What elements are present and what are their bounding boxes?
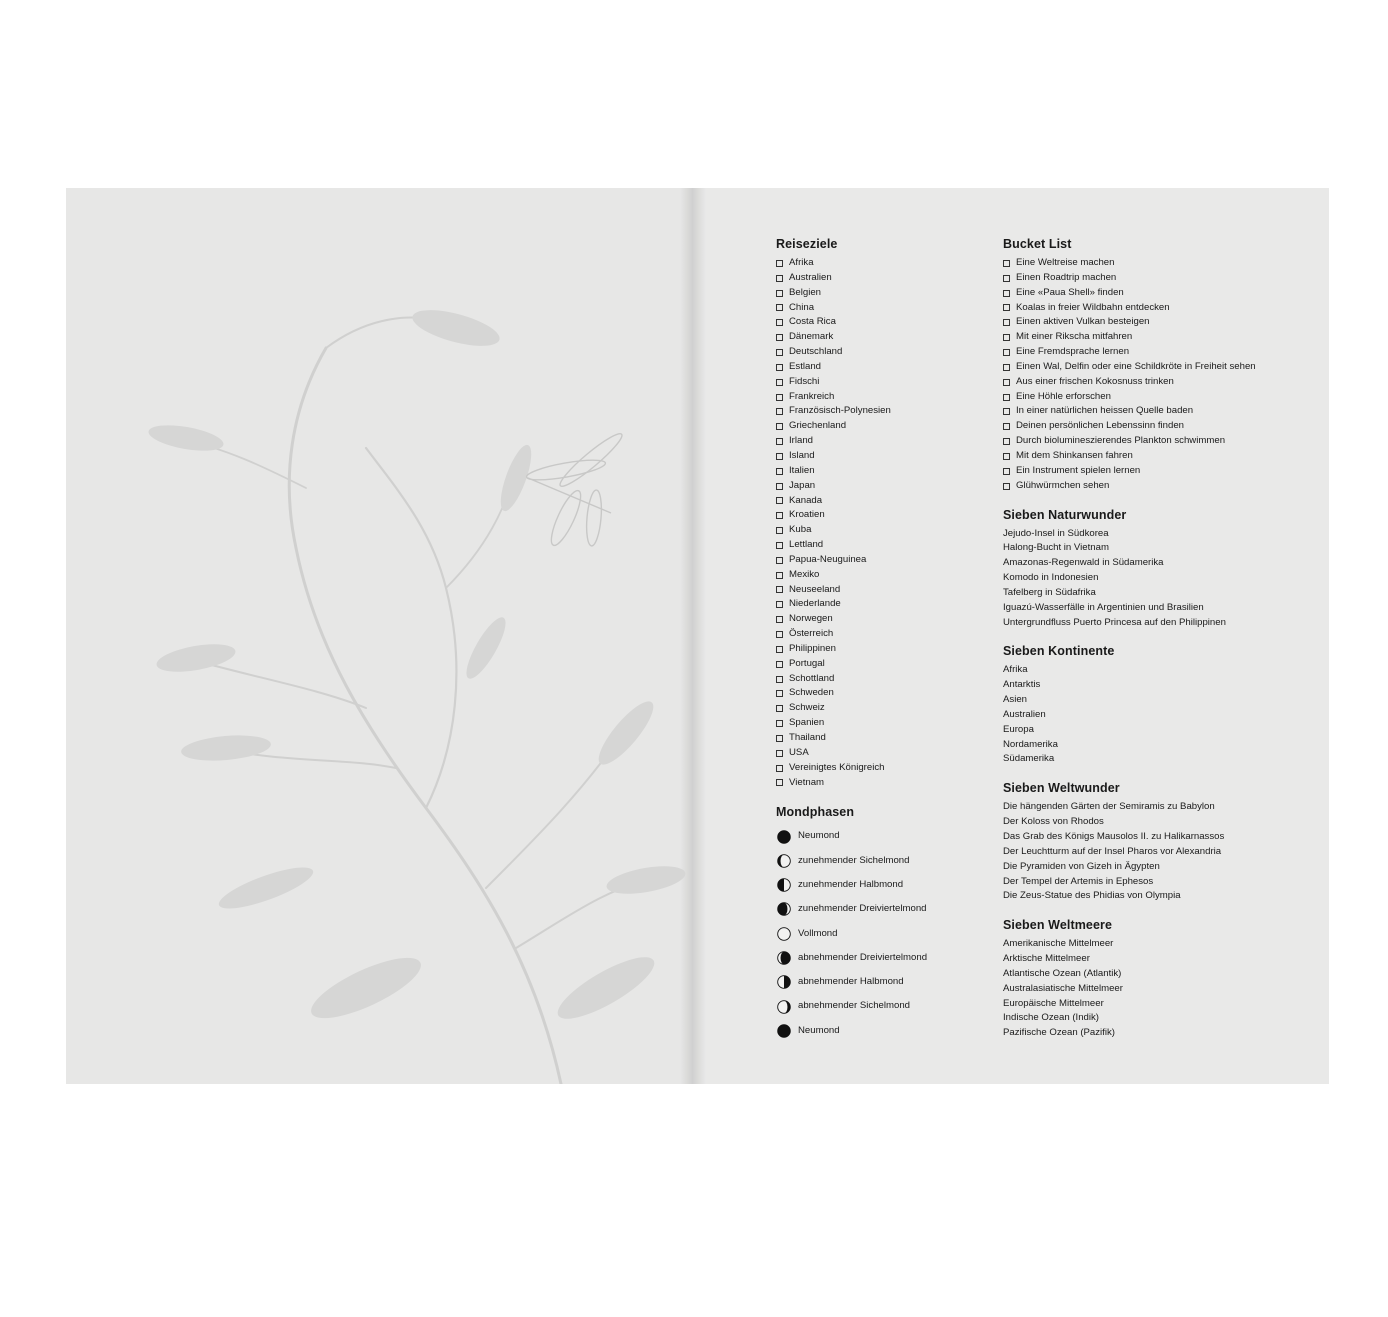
- bucket-list-item: [1003, 404, 1303, 419]
- weltmeere-section: [1003, 917, 1303, 1041]
- bucket-list-item: [1003, 271, 1303, 286]
- mondphase-label: Vollmond: [798, 927, 838, 939]
- reiseziel-item-label: Spanien: [789, 717, 825, 729]
- checkbox[interactable]: [776, 423, 783, 430]
- reiseziel-item: [776, 330, 991, 345]
- checkbox[interactable]: [776, 379, 783, 386]
- weltmeer-item: Indische Ozean (Indik): [1003, 1012, 1099, 1024]
- reiseziel-item-label: Australien: [789, 271, 832, 283]
- checkbox[interactable]: [1003, 423, 1010, 430]
- moon-first-quarter-icon: [777, 878, 791, 892]
- checkbox[interactable]: [776, 690, 783, 697]
- checkbox[interactable]: [1003, 408, 1010, 415]
- checkbox[interactable]: [776, 304, 783, 311]
- bucket-list-item: [1003, 315, 1303, 330]
- reiseziel-item: [776, 716, 991, 731]
- reiseziel-item: [776, 597, 991, 612]
- checkbox[interactable]: [776, 616, 783, 623]
- mondphase-label: zunehmender Dreiviertelmond: [798, 903, 927, 915]
- moon-new-icon: [777, 1024, 791, 1038]
- kontinente-section: [1003, 643, 1303, 767]
- mondphase-label: Neumond: [798, 830, 840, 842]
- naturwunder-item: Jejudo-Insel in Südkorea: [1003, 527, 1109, 539]
- reiseziel-item: [776, 479, 991, 494]
- naturwunder-heading: Sieben Naturwunder: [1003, 507, 1127, 522]
- botanical-illustration: [66, 188, 693, 1084]
- mondphase-item: [776, 922, 991, 946]
- reiseziel-item-label: Kuba: [789, 524, 812, 536]
- naturwunder-item: Halong-Bucht in Vietnam: [1003, 542, 1109, 554]
- bucket-list-item: [1003, 464, 1303, 479]
- reiseziel-item: [776, 627, 991, 642]
- reiseziel-item-label: Belgien: [789, 286, 822, 298]
- reiseziele-heading: Reiseziele: [776, 237, 838, 251]
- bucket-list-item: [1003, 360, 1303, 375]
- reiseziel-item-label: Lettland: [789, 539, 824, 551]
- reiseziel-item: [776, 672, 991, 687]
- mondphase-label: abnehmender Dreiviertelmond: [798, 951, 928, 963]
- checkbox[interactable]: [776, 586, 783, 593]
- naturwunder-section: [1003, 507, 1303, 631]
- weltwunder-heading: Sieben Weltwunder: [1003, 781, 1120, 796]
- weltwunder-item: Der Tempel der Artemis in Ephesos: [1003, 875, 1154, 887]
- reiseziel-item-label: Frankreich: [789, 390, 835, 402]
- mondphase-label: Neumond: [798, 1024, 840, 1036]
- reiseziel-item-label: Niederlande: [789, 598, 841, 610]
- bucket-list-item: [1003, 286, 1303, 301]
- reiseziel-item-label: Papua-Neuguinea: [789, 553, 867, 565]
- mondphase-item: [776, 824, 991, 848]
- checkbox[interactable]: [776, 765, 783, 772]
- bucket-list-item-label: Ein Instrument spielen lernen: [1016, 464, 1141, 476]
- bucket-list-item-label: Deinen persönlichen Lebenssinn finden: [1016, 420, 1185, 432]
- checkbox[interactable]: [1003, 483, 1010, 490]
- bucket-list-item-label: Koalas in freier Wildbahn entdecken: [1016, 301, 1170, 313]
- bucket-list-item: [1003, 345, 1303, 360]
- reiseziel-item-label: Neuseeland: [789, 583, 841, 595]
- bucket-list-item-label: Eine Höhle erforschen: [1016, 390, 1111, 402]
- checkbox[interactable]: [776, 735, 783, 742]
- checkbox[interactable]: [776, 290, 783, 297]
- reiseziel-item: [776, 776, 991, 791]
- reiseziele-section: [776, 236, 991, 790]
- kontinent-item: Südamerika: [1003, 753, 1055, 765]
- dragonfly-illustration: [525, 429, 626, 549]
- mondphasen-section: [776, 804, 991, 1043]
- reiseziel-item-label: Dänemark: [789, 331, 834, 343]
- reiseziel-item: [776, 390, 991, 405]
- kontinente-heading: Sieben Kontinente: [1003, 644, 1115, 659]
- checkbox[interactable]: [776, 408, 783, 415]
- checkbox[interactable]: [1003, 468, 1010, 475]
- moon-last-quarter-icon: [777, 975, 791, 989]
- reiseziel-item-label: Schweden: [789, 687, 834, 699]
- reiseziel-item: [776, 761, 991, 776]
- weltwunder-item: Die hängenden Gärten der Semiramis zu Babylon: [1003, 801, 1215, 813]
- checkbox[interactable]: [776, 676, 783, 683]
- checkbox[interactable]: [1003, 379, 1010, 386]
- bucket-list-item-label: Aus einer frischen Kokosnuss trinken: [1016, 375, 1174, 387]
- mondphase-item: [776, 994, 991, 1018]
- reiseziel-item-label: Österreich: [789, 628, 834, 640]
- reiseziel-item: [776, 746, 991, 761]
- weltwunder-section: [1003, 780, 1303, 904]
- reiseziel-item: [776, 404, 991, 419]
- naturwunder-item: Komodo in Indonesien: [1003, 572, 1099, 584]
- moon-waning-gibbous-icon: [777, 951, 791, 965]
- reiseziele-list: [776, 256, 991, 790]
- reiseziel-item-label: Costa Rica: [789, 316, 836, 328]
- bucket-list-item-label: Einen Wal, Delfin oder eine Schildkröte in Freiheit sehen: [1016, 360, 1256, 372]
- naturwunder-item: Tafelberg in Südafrika: [1003, 586, 1096, 598]
- checkbox[interactable]: [1003, 290, 1010, 297]
- reiseziel-item-label: Japan: [789, 479, 816, 491]
- reiseziel-item-label: Kanada: [789, 494, 823, 506]
- reiseziel-item-label: Kroatien: [789, 509, 825, 521]
- bucket-list-item: [1003, 301, 1303, 316]
- kontinent-item: Nordamerika: [1003, 738, 1058, 750]
- checkbox[interactable]: [776, 750, 783, 757]
- checkbox[interactable]: [1003, 260, 1010, 267]
- naturwunder-list: [1003, 527, 1303, 631]
- weltmeer-item: Amerikanische Mittelmeer: [1003, 938, 1114, 950]
- bucket-list-item-label: In einer natürlichen heissen Quelle baden: [1016, 405, 1194, 417]
- reiseziel-item: [776, 494, 991, 509]
- reiseziel-item-label: Irland: [789, 435, 813, 447]
- bucket-list-item-label: Mit einer Rikscha mitfahren: [1016, 331, 1133, 343]
- checkbox[interactable]: [776, 557, 783, 564]
- checkbox[interactable]: [776, 260, 783, 267]
- bucket-list-item: [1003, 479, 1303, 494]
- checkbox[interactable]: [776, 705, 783, 712]
- checkbox[interactable]: [776, 512, 783, 519]
- reiseziel-item-label: Afrika: [789, 257, 814, 268]
- checkbox[interactable]: [776, 319, 783, 326]
- checkbox[interactable]: [776, 453, 783, 460]
- reiseziel-item: [776, 301, 991, 316]
- reiseziel-item: [776, 657, 991, 672]
- reiseziel-item: [776, 345, 991, 360]
- reiseziel-item-label: China: [789, 301, 815, 313]
- reiseziel-item: [776, 538, 991, 553]
- reiseziel-item-label: Portugal: [789, 657, 825, 669]
- bucket-list-item: [1003, 449, 1303, 464]
- bucket-list-item-label: Eine Fremdsprache lernen: [1016, 346, 1130, 358]
- bucket-list-item-label: Mit dem Shinkansen fahren: [1016, 449, 1133, 461]
- reiseziel-item-label: Vietnam: [789, 776, 825, 788]
- reiseziel-item: [776, 568, 991, 583]
- kontinent-item: Asien: [1003, 694, 1027, 706]
- bucket-list-item-label: Einen aktiven Vulkan besteigen: [1016, 316, 1150, 328]
- checkbox[interactable]: [776, 349, 783, 356]
- weltwunder-item: Der Leuchtturm auf der Insel Pharos vor Alexandria: [1003, 845, 1222, 857]
- reiseziel-item: [776, 256, 991, 271]
- naturwunder-item: Amazonas-Regenwald in Südamerika: [1003, 557, 1164, 569]
- weltwunder-item: Das Grab des Königs Mausolos II. zu Halikarnassos: [1003, 831, 1225, 842]
- weltmeer-item: Pazifische Ozean (Pazifik): [1003, 1027, 1115, 1039]
- weltwunder-list: [1003, 800, 1303, 904]
- reiseziel-item-label: Französisch-Polynesien: [789, 405, 891, 417]
- weltmeer-item: Atlantische Ozean (Atlantik): [1003, 967, 1122, 979]
- reiseziel-item: [776, 464, 991, 479]
- mondphasen-list: [776, 824, 991, 1043]
- moon-full-icon: [777, 927, 791, 941]
- mondphase-label: abnehmender Halbmond: [798, 976, 904, 988]
- weltmeer-item: Australasiatische Mittelmeer: [1003, 982, 1123, 994]
- reiseziel-item-label: Mexiko: [789, 568, 820, 580]
- checkbox[interactable]: [776, 364, 783, 371]
- reiseziel-item: [776, 523, 991, 538]
- reiseziel-item: [776, 612, 991, 627]
- mondphase-item: [776, 897, 991, 921]
- reiseziel-item: [776, 434, 991, 449]
- reiseziel-item-label: Schweiz: [789, 702, 825, 714]
- mondphase-item: [776, 873, 991, 897]
- checkbox[interactable]: [776, 275, 783, 282]
- checkbox[interactable]: [776, 646, 783, 653]
- reiseziel-item: [776, 271, 991, 286]
- mondphase-label: zunehmender Sichelmond: [798, 854, 910, 866]
- reiseziel-item: [776, 375, 991, 390]
- mondphase-item: [776, 1019, 991, 1043]
- checkbox[interactable]: [776, 779, 783, 786]
- checkbox[interactable]: [1003, 453, 1010, 460]
- bucket-list-item: [1003, 434, 1303, 449]
- checkbox[interactable]: [776, 527, 783, 534]
- reiseziel-item-label: Estland: [789, 360, 821, 372]
- checkbox[interactable]: [776, 572, 783, 579]
- checkbox[interactable]: [776, 601, 783, 608]
- bucket-list-item: [1003, 375, 1303, 390]
- right-column: [1003, 236, 1303, 1041]
- reiseziel-item-label: Norwegen: [789, 613, 833, 625]
- bucket-list-item-label: Eine «Paua Shell» finden: [1016, 286, 1124, 298]
- weltwunder-item: Die Zeus-Statue des Phidias von Olympia: [1003, 890, 1181, 902]
- moon-waxing-gibbous-icon: [777, 902, 791, 916]
- checkbox[interactable]: [776, 394, 783, 401]
- reiseziel-item-label: Schottland: [789, 672, 835, 684]
- moon-waxing-crescent-icon: [777, 854, 791, 868]
- reiseziel-item: [776, 553, 991, 568]
- bucket-list-item-label: Glühwürmchen sehen: [1016, 479, 1110, 491]
- naturwunder-item: Iguazú-Wasserfälle in Argentinien und Brasilien: [1003, 601, 1204, 613]
- kontinent-item: Afrika: [1003, 664, 1028, 676]
- reiseziel-item-label: Italien: [789, 464, 815, 476]
- reiseziel-item: [776, 419, 991, 434]
- checkbox[interactable]: [776, 468, 783, 475]
- checkbox[interactable]: [1003, 438, 1010, 445]
- naturwunder-item: Untergrundfluss Puerto Princesa auf den Philippinen: [1003, 616, 1226, 628]
- checkbox[interactable]: [1003, 394, 1010, 401]
- reiseziel-item: [776, 315, 991, 330]
- checkbox[interactable]: [1003, 349, 1010, 356]
- reiseziel-item-label: Vereinigtes Königreich: [789, 761, 885, 773]
- mondphase-item: [776, 970, 991, 994]
- bucket-list-item: [1003, 256, 1303, 271]
- weltmeere-heading: Sieben Weltmeere: [1003, 918, 1113, 933]
- bucket-list-item-label: Durch biolumineszierendes Plankton schwimmen: [1016, 435, 1226, 447]
- reiseziel-item-label: Thailand: [789, 732, 826, 743]
- weltmeer-item: Europäische Mittelmeer: [1003, 997, 1104, 1009]
- moon-waning-crescent-icon: [777, 1000, 791, 1014]
- checkbox[interactable]: [776, 483, 783, 490]
- reiseziel-item: [776, 449, 991, 464]
- reiseziel-item: [776, 701, 991, 716]
- reiseziel-item: [776, 583, 991, 598]
- checkbox[interactable]: [776, 661, 783, 668]
- checkbox[interactable]: [1003, 334, 1010, 341]
- bucket-list: [1003, 256, 1303, 494]
- checkbox[interactable]: [776, 542, 783, 549]
- kontinent-item: Australien: [1003, 708, 1046, 720]
- reiseziel-item: [776, 360, 991, 375]
- checkbox[interactable]: [776, 334, 783, 341]
- reiseziel-item: [776, 686, 991, 701]
- left-column: [776, 236, 991, 1043]
- checkbox[interactable]: [1003, 319, 1010, 326]
- weltwunder-item: Der Koloss von Rhodos: [1003, 816, 1104, 828]
- reiseziel-item-label: Fidschi: [789, 375, 820, 387]
- reiseziel-item: [776, 642, 991, 657]
- mondphasen-heading: Mondphasen: [776, 805, 855, 820]
- checkbox[interactable]: [1003, 304, 1010, 311]
- bucket-list-item-label: Einen Roadtrip machen: [1016, 271, 1117, 283]
- weltmeer-item: Arktische Mittelmeer: [1003, 953, 1090, 965]
- mondphase-item: [776, 946, 991, 970]
- checkbox[interactable]: [776, 497, 783, 504]
- kontinent-item: Europa: [1003, 723, 1034, 735]
- checkbox[interactable]: [1003, 275, 1010, 282]
- bucket-list-item: [1003, 330, 1303, 345]
- reiseziel-item-label: Island: [789, 449, 815, 461]
- reiseziel-item-label: Philippinen: [789, 642, 836, 654]
- kontinent-item: Antarktis: [1003, 679, 1041, 691]
- reiseziel-item: [776, 508, 991, 523]
- reiseziel-item: [776, 286, 991, 301]
- checkbox[interactable]: [776, 438, 783, 445]
- kontinente-list: [1003, 663, 1303, 767]
- weltmeere-list: [1003, 937, 1303, 1041]
- reiseziel-item-label: USA: [789, 746, 809, 758]
- reiseziel-item: [776, 731, 991, 746]
- bucket-list-item: [1003, 390, 1303, 405]
- mondphase-label: abnehmender Sichelmond: [798, 1000, 911, 1012]
- moon-new-icon: [777, 830, 791, 844]
- mondphase-item: [776, 849, 991, 873]
- checkbox[interactable]: [776, 720, 783, 727]
- reiseziel-item-label: Griechenland: [789, 420, 847, 432]
- checkbox[interactable]: [1003, 364, 1010, 371]
- checkbox[interactable]: [776, 631, 783, 638]
- weltwunder-item: Die Pyramiden von Gizeh in Ägypten: [1003, 860, 1160, 872]
- bucket-list-section: [1003, 236, 1303, 494]
- reiseziel-item-label: Deutschland: [789, 346, 843, 358]
- bucket-list-item-label: Eine Weltreise machen: [1016, 257, 1115, 268]
- bucket-list-heading: Bucket List: [1003, 237, 1072, 251]
- bucket-list-item: [1003, 419, 1303, 434]
- mondphase-label: zunehmender Halbmond: [798, 878, 904, 890]
